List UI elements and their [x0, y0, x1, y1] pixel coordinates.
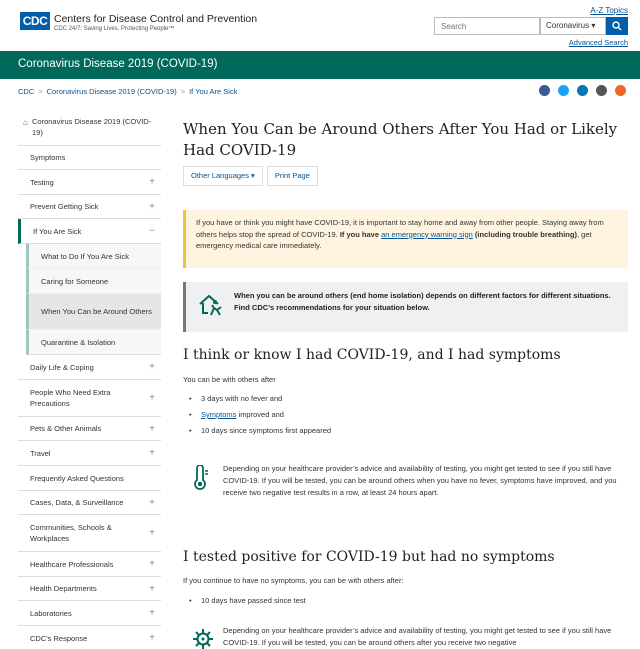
thermometer-icon	[191, 465, 209, 491]
sidebar-item-extra-precautions[interactable]	[18, 380, 161, 417]
collapse-icon[interactable]: −	[149, 225, 155, 237]
expand-icon[interactable]: +	[149, 447, 155, 459]
note-text: Depending on your healthcare provider’s advice and availability of testing, you might get tested to see if you still have COVID-19. If you will be tested, you can be around others after you receive two negative	[223, 626, 612, 647]
list-item-text: 10 days since symptoms first appeared	[201, 426, 332, 435]
sidebar-item-label: Pets & Other Animals	[30, 424, 102, 433]
section1-intro: You can be with others after	[183, 375, 276, 384]
virus-icon	[191, 627, 215, 649]
breadcrumb-cdc[interactable]: CDC	[18, 87, 35, 96]
sidebar-item-label: Healthcare Professionals	[30, 559, 114, 569]
search-icon	[612, 21, 622, 31]
sidebar-item-if-you-are-sick[interactable]	[18, 219, 161, 244]
callout-bold: If you have	[339, 229, 382, 239]
expand-icon[interactable]: +	[149, 423, 155, 434]
sidebar-item-faq[interactable]	[18, 466, 161, 491]
expand-icon[interactable]: +	[149, 558, 155, 570]
expand-icon[interactable]: +	[149, 527, 155, 539]
page-title: When You Can be Around Others After You Had or Likely Had COVID-19	[183, 120, 618, 159]
expand-icon[interactable]: +	[149, 392, 155, 404]
breadcrumb-if-sick[interactable]: If You Are Sick	[189, 87, 238, 96]
sidebar-subitem-what-to-do[interactable]	[26, 244, 161, 269]
sidebar-item-label: Daily Life & Coping	[30, 362, 94, 372]
sidebar-item-healthcare[interactable]	[18, 552, 161, 577]
list-item-text: 3 days with no fever and	[201, 394, 283, 403]
expand-icon[interactable]: +	[149, 583, 155, 594]
section2-heading: I tested positive for COVID-19 but had no symptoms	[183, 549, 555, 565]
cdc-logo[interactable]: CDC	[20, 12, 50, 30]
section1-list	[189, 391, 331, 439]
callout-text: If you have or think you might have COVID-19, it is important to stay home and away from other people. Staying away from others helps stop the spread of COVID-19.	[196, 218, 604, 239]
social-share-bar	[539, 85, 626, 96]
list-item-text: 10 days have passed since test	[201, 596, 306, 605]
sidebar-home-label: Coronavirus Disease 2019 (COVID-19)	[32, 117, 152, 137]
syndicate-icon[interactable]	[615, 85, 626, 96]
sidebar-item-label: Cases, Data, & Surveillance	[30, 498, 124, 507]
list-item	[189, 423, 331, 439]
sidebar-home[interactable]	[18, 110, 161, 146]
print-page-button[interactable]: Print Page	[267, 166, 318, 186]
topic-title[interactable]: Coronavirus Disease 2019 (COVID-19)	[18, 58, 218, 70]
site-header	[0, 0, 640, 50]
sidebar-item-label: Symptoms	[30, 153, 66, 162]
sidebar-subitem-quarantine[interactable]	[26, 330, 161, 355]
sidebar-item-label: If You Are Sick	[33, 226, 82, 236]
section1-note	[183, 463, 628, 499]
sidebar-item-cases-data[interactable]	[18, 491, 161, 515]
breadcrumb-covid[interactable]: Coronavirus Disease 2019 (COVID-19)	[46, 87, 177, 96]
sidebar-item-label: Caring for Someone	[41, 276, 109, 286]
advanced-search-link[interactable]: Advanced Search	[568, 38, 628, 47]
sidebar-item-cdc-response[interactable]	[18, 626, 161, 649]
section1-heading: I think or know I had COVID-19, and I had symptoms	[183, 347, 561, 363]
sidebar-item-label: What to Do If You Are Sick	[41, 251, 129, 261]
main-content	[183, 110, 628, 647]
search-box	[434, 17, 540, 35]
sidebar-item-label: CDC's Response	[30, 633, 88, 643]
sidebar-item-label: Frequently Asked Questions	[30, 473, 124, 483]
expand-icon[interactable]: +	[149, 361, 155, 373]
house-person-icon	[198, 293, 224, 317]
sidebar-item-prevent[interactable]	[18, 195, 161, 219]
az-topics-link[interactable]: A-Z Topics	[590, 6, 628, 15]
emergency-warning-link[interactable]: an emergency warning sign	[381, 229, 473, 239]
list-item	[189, 391, 331, 407]
sidebar-item-label: Communities, Schools & Workplaces	[30, 523, 112, 543]
section2-note	[183, 625, 628, 649]
org-tagline: CDC 24/7: Saving Lives, Protecting People™	[54, 26, 175, 32]
sidebar-item-label: Prevent Getting Sick	[30, 202, 99, 211]
home-icon: ⌂	[23, 118, 28, 127]
expand-icon[interactable]: +	[149, 632, 155, 644]
list-item-text: improved and	[236, 410, 284, 419]
org-name[interactable]: Centers for Disease Control and Prevention	[54, 13, 258, 25]
page-tools	[183, 166, 628, 186]
section2-list	[189, 593, 306, 609]
sidebar-item-laboratories[interactable]	[18, 601, 161, 626]
sidebar-item-label: Health Departments	[30, 584, 97, 593]
other-languages-button[interactable]: Other Languages ▾	[183, 166, 263, 186]
sidebar-subitem-caring[interactable]	[26, 269, 161, 294]
sidebar-item-daily-life[interactable]	[18, 355, 161, 380]
sidebar-item-testing[interactable]	[18, 170, 161, 195]
search-scope-select[interactable]: Coronavirus ▾	[540, 17, 606, 35]
sidebar-item-communities[interactable]	[18, 515, 161, 552]
sidebar-item-travel[interactable]	[18, 441, 161, 466]
callout-text2: , get emergency medical care immediately.	[196, 229, 592, 250]
expand-icon[interactable]: +	[149, 201, 155, 212]
list-item	[189, 593, 306, 609]
sidebar-item-label: Quarantine & Isolation	[41, 337, 116, 347]
twitter-icon[interactable]	[558, 85, 569, 96]
search-input[interactable]	[435, 18, 539, 34]
warning-callout	[183, 210, 628, 268]
callout-bold2: (including trouble breathing)	[472, 229, 577, 239]
sidebar-nav	[18, 110, 161, 649]
sidebar-item-label: Testing	[30, 177, 54, 187]
topic-title-bar	[0, 51, 640, 79]
list-item	[189, 407, 331, 423]
expand-icon[interactable]: +	[149, 497, 155, 508]
search-button[interactable]	[606, 17, 628, 35]
linkedin-icon[interactable]	[577, 85, 588, 96]
sidebar-item-label: Laboratories	[30, 608, 72, 618]
symptoms-link[interactable]: Symptoms	[201, 410, 237, 419]
sidebar-item-health-depts[interactable]	[18, 577, 161, 601]
expand-icon[interactable]: +	[149, 607, 155, 619]
sidebar-item-pets[interactable]	[18, 417, 161, 441]
expand-icon[interactable]: +	[149, 176, 155, 188]
info-box-text: When you can be around others (end home isolation) depends on different factors for different situations. Find CDC’s recommendations for your situation below.	[234, 291, 611, 312]
email-icon[interactable]	[596, 85, 607, 96]
info-box	[183, 282, 628, 332]
facebook-icon[interactable]	[539, 85, 550, 96]
sidebar-item-label: People Who Need Extra Precautions	[30, 388, 111, 408]
sidebar-subitem-when-around-others[interactable]	[26, 294, 161, 330]
breadcrumb: CDC > Coronavirus Disease 2019 (COVID-19) > If You Are Sick	[18, 87, 238, 96]
section2-intro: If you continue to have no symptoms, you can be with others after:	[183, 576, 404, 585]
note-text: Depending on your healthcare provider’s advice and availability of testing, you might get tested to see if you still have COVID-19. If you will be tested, you can be around others when you have no fever, symptoms have improved, and you receive two negative test results in a row, at least 24 hours apart.	[223, 464, 617, 497]
sidebar-item-label: When You Can be Around Others	[41, 307, 152, 316]
sidebar-item-label: Travel	[30, 448, 51, 458]
sidebar-item-symptoms[interactable]	[18, 146, 161, 170]
